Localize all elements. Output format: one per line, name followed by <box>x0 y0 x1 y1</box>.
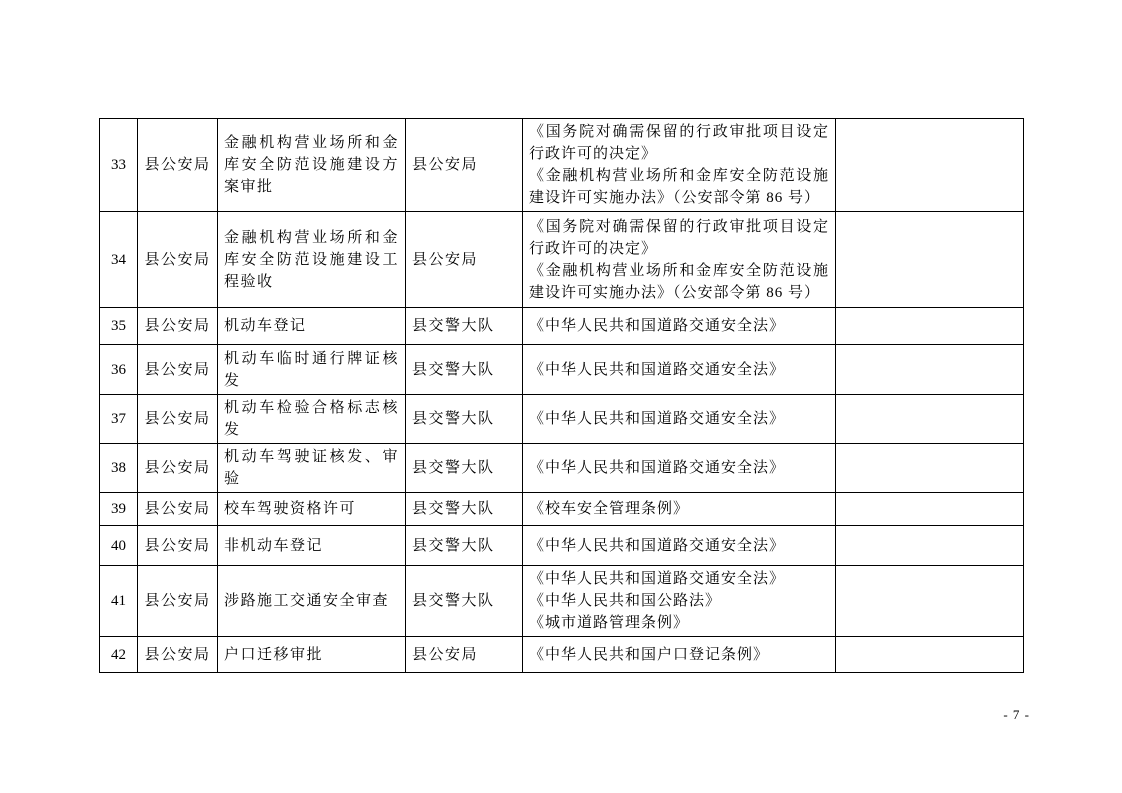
row-implementing-agency: 县交警大队 <box>406 493 523 526</box>
row-department: 县公安局 <box>138 395 218 444</box>
row-implementing-agency: 县交警大队 <box>406 526 523 566</box>
row-item-name: 金融机构营业场所和金库安全防范设施建设工程验收 <box>218 212 406 308</box>
legal-basis-line: 《中华人民共和国道路交通安全法》 <box>529 571 786 587</box>
row-number: 35 <box>100 308 138 345</box>
row-legal-basis <box>523 493 836 526</box>
row-department: 县公安局 <box>138 444 218 493</box>
row-legal-basis <box>523 345 836 395</box>
legal-basis-line: 《金融机构营业场所和金库安全防范设施建设许可实施办法》（公安部令第 86 号） <box>529 168 829 206</box>
row-department: 县公安局 <box>138 345 218 395</box>
row-department: 县公安局 <box>138 637 218 673</box>
row-remark <box>836 119 1024 212</box>
table-row <box>100 637 1024 673</box>
row-legal-basis <box>523 119 836 212</box>
row-legal-basis <box>523 308 836 345</box>
row-item-name: 金融机构营业场所和金库安全防范设施建设方案审批 <box>218 119 406 212</box>
page-number: - 7 - <box>1003 707 1030 722</box>
row-department: 县公安局 <box>138 212 218 308</box>
row-remark <box>836 493 1024 526</box>
row-item-name: 涉路施工交通安全审查 <box>218 566 406 637</box>
row-remark <box>836 345 1024 395</box>
row-remark <box>836 308 1024 345</box>
row-legal-basis <box>523 212 836 308</box>
row-number: 38 <box>100 444 138 493</box>
row-number: 36 <box>100 345 138 395</box>
legal-basis-line: 《国务院对确需保留的行政审批项目设定行政许可的决定》 <box>529 124 829 162</box>
row-remark <box>836 395 1024 444</box>
row-remark <box>836 566 1024 637</box>
legal-basis-line: 《国务院对确需保留的行政审批项目设定行政许可的决定》 <box>529 218 829 257</box>
approval-table-body <box>100 119 1024 673</box>
table-row <box>100 308 1024 345</box>
row-item-name: 机动车临时通行牌证核发 <box>218 345 406 395</box>
row-item-name: 校车驾驶资格许可 <box>218 493 406 526</box>
row-number: 42 <box>100 637 138 673</box>
table-row <box>100 444 1024 493</box>
row-legal-basis <box>523 637 836 673</box>
legal-basis-line: 《中华人民共和国户口登记条例》 <box>529 646 770 663</box>
row-legal-basis <box>523 526 836 566</box>
row-department: 县公安局 <box>138 308 218 345</box>
legal-basis-line: 《中华人民共和国公路法》 <box>529 593 722 609</box>
row-item-name: 机动车登记 <box>218 308 406 345</box>
row-number: 33 <box>100 119 138 212</box>
legal-basis-line: 《校车安全管理条例》 <box>529 501 690 517</box>
row-remark <box>836 444 1024 493</box>
table-row <box>100 493 1024 526</box>
approval-items-table <box>99 118 1024 673</box>
row-legal-basis <box>523 444 836 493</box>
table-row <box>100 526 1024 566</box>
legal-basis-line: 《中华人民共和国道路交通安全法》 <box>529 318 786 334</box>
row-implementing-agency: 县交警大队 <box>406 444 523 493</box>
row-implementing-agency: 县公安局 <box>406 637 523 673</box>
table-row <box>100 395 1024 444</box>
row-legal-basis <box>523 566 836 637</box>
legal-basis-line: 《中华人民共和国道路交通安全法》 <box>529 460 786 476</box>
row-remark <box>836 526 1024 566</box>
row-number: 39 <box>100 493 138 526</box>
row-remark <box>836 212 1024 308</box>
table-row <box>100 566 1024 637</box>
row-implementing-agency: 县公安局 <box>406 212 523 308</box>
table-row <box>100 119 1024 212</box>
legal-basis-line: 《金融机构营业场所和金库安全防范设施建设许可实施办法》（公安部令第 86 号） <box>529 262 829 301</box>
row-item-name: 非机动车登记 <box>218 526 406 566</box>
row-implementing-agency: 县交警大队 <box>406 566 523 637</box>
row-legal-basis <box>523 395 836 444</box>
table-row <box>100 345 1024 395</box>
row-department: 县公安局 <box>138 119 218 212</box>
legal-basis-line: 《中华人民共和国道路交通安全法》 <box>529 411 786 427</box>
row-item-name: 机动车驾驶证核发、审验 <box>218 444 406 493</box>
row-department: 县公安局 <box>138 526 218 566</box>
row-number: 41 <box>100 566 138 637</box>
legal-basis-line: 《城市道路管理条例》 <box>529 615 690 631</box>
table-row <box>100 212 1024 308</box>
legal-basis-line: 《中华人民共和国道路交通安全法》 <box>529 537 786 554</box>
row-department: 县公安局 <box>138 493 218 526</box>
row-item-name: 户口迁移审批 <box>218 637 406 673</box>
legal-basis-line: 《中华人民共和国道路交通安全法》 <box>529 361 786 378</box>
row-department: 县公安局 <box>138 566 218 637</box>
row-item-name: 机动车检验合格标志核发 <box>218 395 406 444</box>
row-implementing-agency: 县公安局 <box>406 119 523 212</box>
row-number: 37 <box>100 395 138 444</box>
row-implementing-agency: 县交警大队 <box>406 345 523 395</box>
row-number: 34 <box>100 212 138 308</box>
row-number: 40 <box>100 526 138 566</box>
row-implementing-agency: 县交警大队 <box>406 308 523 345</box>
row-remark <box>836 637 1024 673</box>
row-implementing-agency: 县交警大队 <box>406 395 523 444</box>
